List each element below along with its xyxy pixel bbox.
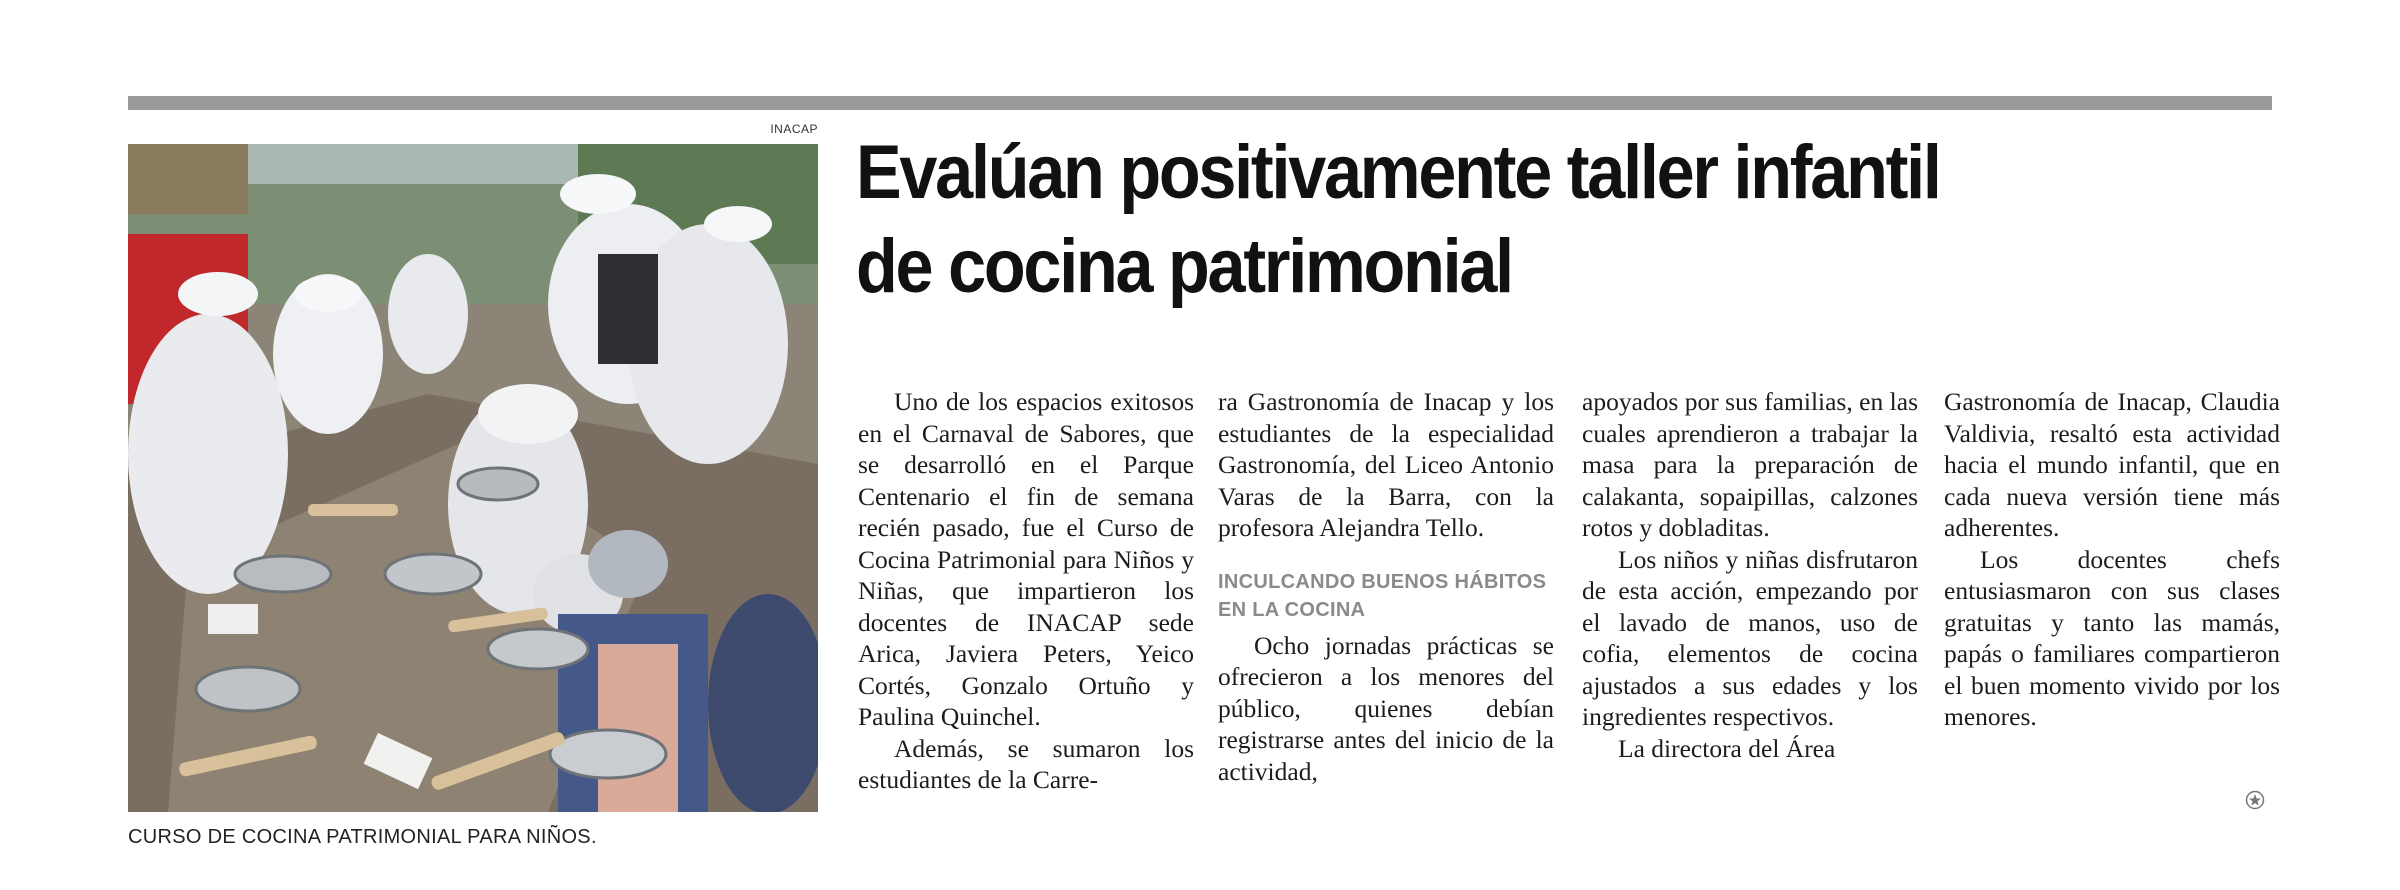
headline [856, 126, 2134, 314]
paragraph: Ocho jornadas prácticas se ofrecieron a los menores del público, quienes debían registrarse antes del inicio de la actividad, [1218, 630, 1554, 786]
paragraph: Los docentes chefs entusiasmaron con sus clases gratuitas y tanto las mamás, papás o familiares compartieron el buen momento vivido por los menores. [1944, 544, 2280, 731]
body-column-4 [1944, 386, 2280, 733]
photo-credit: INACAP [770, 122, 818, 136]
paragraph: ra Gastronomía de Inacap y los estudiantes de la especialidad Gastronomía, del Liceo Antonio Varas de la Barra, con la profesora Alejandra Tello. [1218, 387, 1554, 542]
body-column-2 [1218, 386, 1554, 787]
paragraph: La directora del Área [1618, 733, 1836, 763]
section-subhead: INCULCANDO BUENOS HÁBITOS EN LA COCINA [1218, 570, 1547, 621]
photo-caption: CURSO DE COCINA PATRIMONIAL PARA NIÑOS. [128, 826, 597, 848]
paragraph: Uno de los espacios exitosos en el Carnaval de Sabores, que se desarrolló en el Parque Centenario el fin de semana recién pasado, fue el Curso de Cocina Patrimonial para Niños y Niñas, que impartieron los docentes de INACAP sede Arica, Javiera Peters, Yeico Cortés, Gonzalo Ortuño y Paulina Quinchel. [858, 387, 1194, 731]
headline-line-2: de cocina patrimonial [856, 224, 1512, 309]
headline-line-1: Evalúan positivamente taller infantil [856, 130, 1940, 215]
paragraph: Además, se sumaron los estudiantes de la Carre- [858, 733, 1194, 794]
paragraph: Los niños y niñas disfrutaron de esta acción, empezando por el lavado de manos, uso de cofia, elementos de cocina ajustados a sus edades y los ingredientes respectivos. [1582, 544, 1918, 731]
paragraph: Gastronomía de Inacap, Claudia Valdivia, resaltó esta actividad hacia el mundo infantil, que en cada nueva versión tiene más adherentes. [1944, 387, 2280, 542]
body-column-1 [858, 386, 1194, 796]
body-column-3 [1582, 386, 1918, 764]
paragraph: apoyados por sus familias, en las cuales aprendieron a trabajar la masa para la preparación de calakanta, sopaipillas, calzones rotos y dobladitas. [1582, 387, 1918, 542]
end-mark-icon [2245, 790, 2265, 810]
article-photo [128, 144, 818, 812]
photo-children-cooking-icon [128, 144, 818, 812]
top-rule [128, 96, 2272, 110]
